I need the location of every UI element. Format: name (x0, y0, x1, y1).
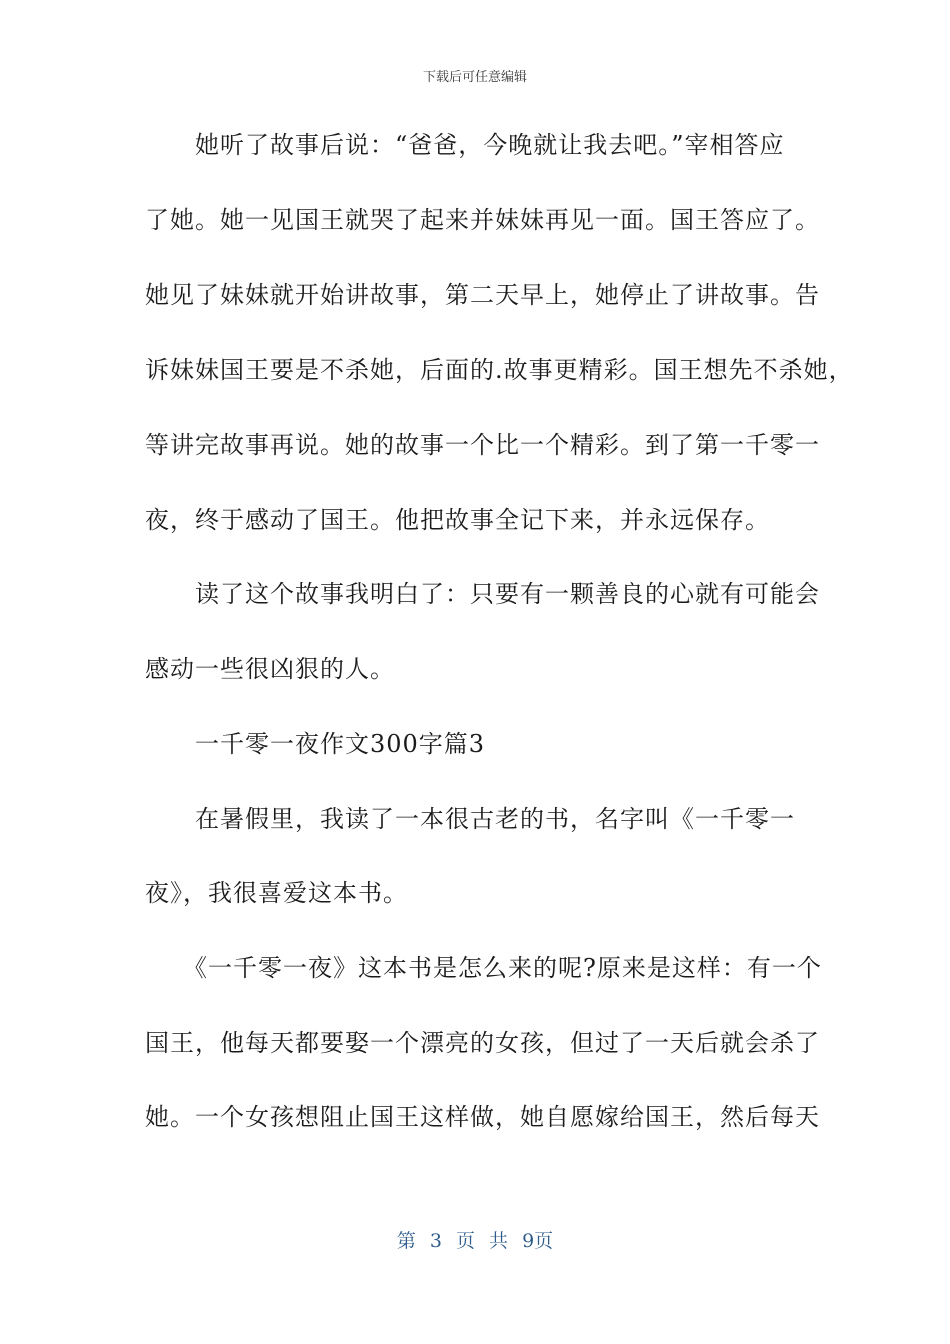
body-line: 国王，他每天都要娶一个漂亮的女孩，但过了一天后就会杀了 (145, 1029, 820, 1057)
body-line: 了她。她一见国王就哭了起来并妹妹再见一面。国王答应了。 (145, 206, 820, 234)
body-line: 在暑假里，我读了一本很古老的书，名字叫《一千零一 (145, 805, 795, 833)
body-line: 读了这个故事我明白了：只要有一颗善良的心就有可能会 (145, 580, 820, 608)
body-line: 夜，终于感动了国王。他把故事全记下来，并永远保存。 (145, 506, 770, 534)
body-line: 诉妹妹国王要是不杀她，后面的.故事更精彩。国王想先不杀她， (145, 356, 854, 384)
page-footer: 第 3 页 共 9页 (396, 1230, 554, 1252)
section-title: 一千零一夜作文300字篇3 (145, 730, 486, 758)
body-line: 她见了妹妹就开始讲故事，第二天早上，她停止了讲故事。告 (145, 281, 820, 309)
body-line: 夜》，我很喜爱这本书。 (145, 879, 408, 907)
body-line: 感动一些很凶狠的人。 (145, 655, 395, 683)
page-header: 下载后可任意编辑 (422, 70, 527, 85)
body-line: 《一千零一夜》这本书是怎么来的呢?原来是这样：有一个 (145, 954, 822, 982)
body-line: 等讲完故事再说。她的故事一个比一个精彩。到了第一千零一 (145, 431, 820, 459)
body-line: 她听了故事后说：“爸爸，今晚就让我去吧。”宰相答应 (145, 131, 785, 159)
body-line: 她。一个女孩想阻止国王这样做，她自愿嫁给国王，然后每天 (145, 1103, 820, 1131)
